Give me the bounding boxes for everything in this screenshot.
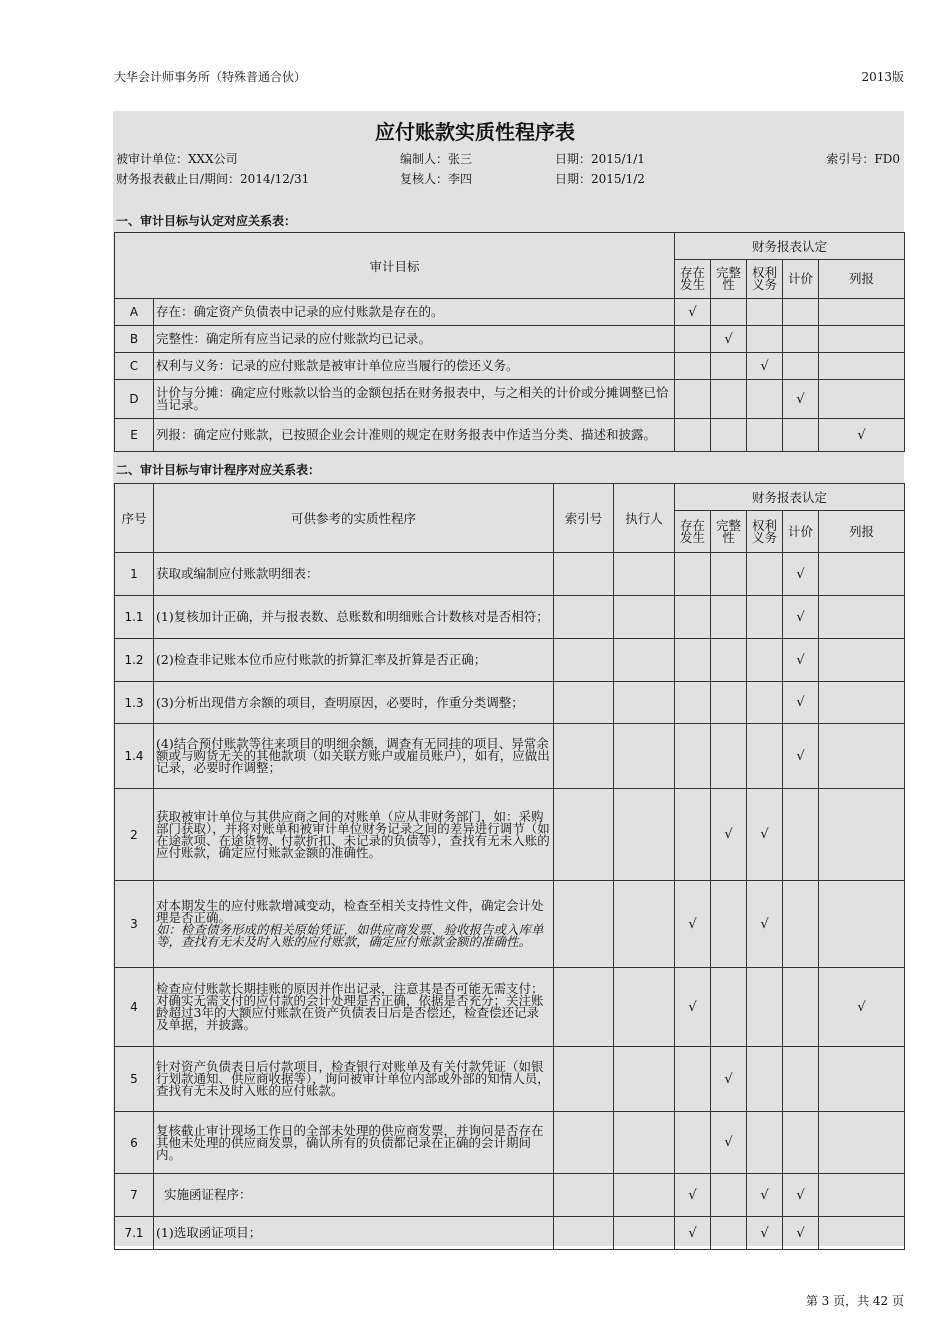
check-mark: √ <box>675 881 711 968</box>
check-mark <box>819 789 905 881</box>
check-mark: √ <box>747 1217 783 1250</box>
procedure-cell <box>154 881 554 968</box>
table-row <box>115 639 905 682</box>
check-mark <box>747 419 783 452</box>
table-row <box>115 789 905 881</box>
executor-cell <box>614 968 675 1047</box>
assertion-group-header: 财务报表认定 <box>675 484 905 511</box>
procedure-header: 可供参考的实质性程序 <box>154 484 554 553</box>
check-mark: √ <box>711 326 747 353</box>
procedure-text: (1)复核加计正确，并与报表数、总账数和明细账合计数核对是否相符； <box>156 609 549 624</box>
row-id: E <box>115 419 154 452</box>
index-cell <box>554 596 614 639</box>
table-row <box>115 419 905 452</box>
check-mark <box>783 419 819 452</box>
check-mark: √ <box>675 1217 711 1250</box>
table-row <box>115 353 905 380</box>
check-mark <box>747 380 783 419</box>
procedure-note: 如：检查债务形成的相关原始凭证，如供应商发票、验收报告或入库单等，查找有无未及时入账的应付账款，确定应付账款金额的准确性。 <box>156 922 544 949</box>
table-row <box>115 326 905 353</box>
procedure-text: 获取被审计单位与其供应商之间的对账单（应从非财务部门，如：采购部门获取），并将对账单和被审计单位财务记录之间的差异进行调节（如在途款项、在途货物、付款折扣、未记录的负债等），查找有无未入账的应付账款，确定应付账款金额的准确性。 <box>156 808 550 860</box>
row-number: 5 <box>115 1047 154 1112</box>
procedure-cell <box>154 1217 554 1250</box>
executor-cell <box>614 1217 675 1250</box>
executor-cell <box>614 1112 675 1174</box>
page-counter: 第 3 页，共 42 页 <box>805 1294 904 1308</box>
procedure-cell <box>154 789 554 881</box>
row-number: 4 <box>115 968 154 1047</box>
check-mark <box>675 553 711 596</box>
index-cell <box>554 1174 614 1217</box>
procedure-cell <box>154 724 554 789</box>
table-row <box>115 682 905 724</box>
executor-cell <box>614 724 675 789</box>
procedure-text: 检查应付账款长期挂账的原因并作出记录，注意其是否可能无需支付；对确实无需支付的应付款的会计处理是否正确，依据是否充分；关注账龄超过3年的大额应付账款在资产负债表日后是否偿还，检查偿还记录及单据，并披露。 <box>156 981 544 1032</box>
table-row <box>115 553 905 596</box>
index-ref: 索引号：FD0 <box>826 152 900 166</box>
row-id: A <box>115 299 154 326</box>
check-mark <box>747 724 783 789</box>
check-mark <box>819 596 905 639</box>
check-mark <box>783 1047 819 1112</box>
check-mark: √ <box>783 596 819 639</box>
check-mark <box>675 596 711 639</box>
assertion-header: 存在发生 <box>675 511 711 553</box>
check-mark <box>747 1047 783 1112</box>
check-mark <box>783 1112 819 1174</box>
check-mark: √ <box>747 789 783 881</box>
executor-cell <box>614 639 675 682</box>
executor-cell <box>614 1174 675 1217</box>
row-number: 1.3 <box>115 682 154 724</box>
procedure-text: (1)选取函证项目； <box>156 1225 262 1240</box>
procedure-text: 实施函证程序： <box>164 1187 252 1202</box>
check-mark <box>711 639 747 682</box>
check-mark <box>711 682 747 724</box>
executor-cell <box>614 881 675 968</box>
objective-text: 存在：确定资产负债表中记录的应付账款是存在的。 <box>154 299 675 326</box>
check-mark <box>747 1112 783 1174</box>
check-mark: √ <box>783 724 819 789</box>
index-cell <box>554 724 614 789</box>
objective-text: 完整性：确定所有应当记录的应付账款均已记录。 <box>154 326 675 353</box>
check-mark <box>675 326 711 353</box>
check-mark: √ <box>675 1174 711 1217</box>
procedure-cell <box>154 639 554 682</box>
template-version: 2013版 <box>861 70 904 84</box>
executor-header: 执行人 <box>614 484 675 553</box>
index-cell <box>554 682 614 724</box>
table-row <box>115 1047 905 1112</box>
table-row <box>115 380 905 419</box>
check-mark: √ <box>711 1112 747 1174</box>
check-mark <box>783 353 819 380</box>
check-mark: √ <box>711 789 747 881</box>
page-title: 应付账款实质性程序表 <box>375 120 575 144</box>
objective-text: 列报：确定应付账款，已按照企业会计准则的规定在财务报表中作适当分类、描述和披露。 <box>154 419 675 452</box>
check-mark <box>711 596 747 639</box>
procedure-cell <box>154 1174 554 1217</box>
row-number: 1.4 <box>115 724 154 789</box>
check-mark <box>675 682 711 724</box>
table-row <box>115 1217 905 1250</box>
check-mark <box>711 419 747 452</box>
objective-header: 审计目标 <box>115 233 675 299</box>
check-mark <box>819 639 905 682</box>
procedure-text: (2)检查非记账本位币应付账款的折算汇率及折算是否正确； <box>156 652 487 667</box>
index-cell <box>554 1047 614 1112</box>
procedure-text: 针对资产负债表日后付款项目，检查银行对账单及有关付款凭证（如银行划款通知、供应商收据等），询问被审计单位内部或外部的知情人员，查找有无未及时入账的应付账款。 <box>156 1059 550 1098</box>
check-mark: √ <box>783 553 819 596</box>
section2-heading: 二、审计目标与审计程序对应关系表： <box>116 463 321 477</box>
check-mark <box>819 1174 905 1217</box>
preparer-label: 编制人：张三 <box>400 152 473 166</box>
firm-name: 大华会计师事务所（特殊普通合伙） <box>114 70 307 84</box>
table-row <box>115 596 905 639</box>
table-row <box>115 299 905 326</box>
check-mark <box>819 881 905 968</box>
check-mark: √ <box>675 968 711 1047</box>
procedure-text: 对本期发生的应付账款增减变动，检查至相关支持性文件，确定会计处理是否正确。 <box>156 898 544 925</box>
check-mark <box>675 639 711 682</box>
check-mark <box>675 353 711 380</box>
check-mark <box>711 724 747 789</box>
check-mark <box>747 596 783 639</box>
procedure-cell <box>154 553 554 596</box>
objective-text: 计价与分摊：确定应付账款以恰当的金额包括在财务报表中，与之相关的计价或分摊调整已恰当记录。 <box>154 380 675 419</box>
table-row <box>115 1174 905 1217</box>
index-cell <box>554 881 614 968</box>
check-mark <box>675 419 711 452</box>
check-mark <box>819 553 905 596</box>
executor-cell <box>614 596 675 639</box>
check-mark <box>819 326 905 353</box>
check-mark <box>819 1112 905 1174</box>
check-mark: √ <box>783 639 819 682</box>
prepared-date: 日期：2015/1/1 <box>555 152 645 166</box>
check-mark <box>783 881 819 968</box>
check-mark <box>747 639 783 682</box>
check-mark: √ <box>783 380 819 419</box>
procedure-cell <box>154 1047 554 1112</box>
row-id: C <box>115 353 154 380</box>
row-number: 2 <box>115 789 154 881</box>
index-header: 索引号 <box>554 484 614 553</box>
table-row <box>115 724 905 789</box>
check-mark <box>819 724 905 789</box>
check-mark <box>819 380 905 419</box>
assertion-header: 权利义务 <box>747 260 783 299</box>
check-mark <box>711 299 747 326</box>
executor-cell <box>614 1047 675 1112</box>
check-mark <box>747 553 783 596</box>
check-mark: √ <box>783 1217 819 1250</box>
table-row <box>115 1112 905 1174</box>
procedure-cell <box>154 1112 554 1174</box>
index-cell <box>554 789 614 881</box>
executor-cell <box>614 553 675 596</box>
row-number: 6 <box>115 1112 154 1174</box>
check-mark <box>675 724 711 789</box>
executor-cell <box>614 789 675 881</box>
assertion-group-header: 财务报表认定 <box>675 233 905 260</box>
reviewer-label: 复核人：李四 <box>400 172 473 186</box>
row-id: B <box>115 326 154 353</box>
check-mark <box>711 353 747 380</box>
check-mark: √ <box>783 1174 819 1217</box>
check-mark <box>711 881 747 968</box>
check-mark <box>819 353 905 380</box>
period-label: 财务报表截止日/期间：2014/12/31 <box>116 172 310 186</box>
objective-text: 权利与义务：记录的应付账款是被审计单位应当履行的偿还义务。 <box>154 353 675 380</box>
procedure-text: 获取或编制应付账款明细表： <box>156 566 319 581</box>
check-mark <box>675 789 711 881</box>
index-cell <box>554 553 614 596</box>
check-mark <box>747 299 783 326</box>
check-mark <box>783 789 819 881</box>
procedure-assertion-table <box>114 483 905 1250</box>
table-row <box>115 881 905 968</box>
check-mark <box>819 682 905 724</box>
check-mark: √ <box>747 353 783 380</box>
check-mark <box>711 968 747 1047</box>
row-number: 1 <box>115 553 154 596</box>
check-mark: √ <box>747 1174 783 1217</box>
index-cell <box>554 1217 614 1250</box>
check-mark: √ <box>783 682 819 724</box>
assertion-header: 权利义务 <box>747 511 783 553</box>
check-mark <box>675 1047 711 1112</box>
reviewed-date: 日期：2015/1/2 <box>555 172 645 186</box>
auditee-label: 被审计单位：XXX公司 <box>116 152 238 166</box>
row-number: 1.2 <box>115 639 154 682</box>
check-mark: √ <box>819 968 905 1047</box>
no-header: 序号 <box>115 484 154 553</box>
check-mark: √ <box>711 1047 747 1112</box>
check-mark <box>747 326 783 353</box>
check-mark: √ <box>675 299 711 326</box>
objective-assertion-table <box>114 232 905 452</box>
section1-heading: 一、审计目标与认定对应关系表： <box>116 214 297 228</box>
row-number: 7.1 <box>115 1217 154 1250</box>
index-cell <box>554 968 614 1047</box>
check-mark: √ <box>747 881 783 968</box>
check-mark <box>747 682 783 724</box>
procedure-text: (4)结合预付账款等往来项目的明细余额，调查有无同挂的项目、异常余额或与购货无关的其他款项（如关联方账户或雇员账户），如有，应做出记录，必要时作调整； <box>156 736 550 775</box>
check-mark <box>819 299 905 326</box>
assertion-header: 完整性 <box>711 511 747 553</box>
check-mark <box>747 968 783 1047</box>
table-row <box>115 968 905 1047</box>
check-mark <box>819 1047 905 1112</box>
check-mark <box>711 553 747 596</box>
check-mark <box>711 380 747 419</box>
check-mark <box>783 968 819 1047</box>
check-mark <box>783 326 819 353</box>
check-mark <box>783 299 819 326</box>
assertion-header: 存在发生 <box>675 260 711 299</box>
procedure-text: 复核截止审计现场工作日的全部未处理的供应商发票，并询问是否存在其他未处理的供应商发票，确认所有的负债都记录在正确的会计期间内。 <box>156 1122 544 1162</box>
executor-cell <box>614 682 675 724</box>
check-mark <box>675 1112 711 1174</box>
index-cell <box>554 1112 614 1174</box>
procedure-cell <box>154 596 554 639</box>
assertion-header: 列报 <box>819 260 905 299</box>
row-number: 7 <box>115 1174 154 1217</box>
assertion-header: 完整性 <box>711 260 747 299</box>
check-mark: √ <box>819 419 905 452</box>
procedure-cell <box>154 968 554 1047</box>
row-number: 3 <box>115 881 154 968</box>
check-mark <box>711 1174 747 1217</box>
check-mark <box>819 1217 905 1250</box>
assertion-header: 列报 <box>819 511 905 553</box>
row-number: 1.1 <box>115 596 154 639</box>
index-cell <box>554 639 614 682</box>
check-mark <box>675 380 711 419</box>
procedure-text: (3)分析出现借方余额的项目，查明原因，必要时，作重分类调整； <box>156 694 524 710</box>
assertion-header: 计价 <box>783 260 819 299</box>
check-mark <box>711 1217 747 1250</box>
row-id: D <box>115 380 154 419</box>
assertion-header: 计价 <box>783 511 819 553</box>
procedure-cell <box>154 682 554 724</box>
